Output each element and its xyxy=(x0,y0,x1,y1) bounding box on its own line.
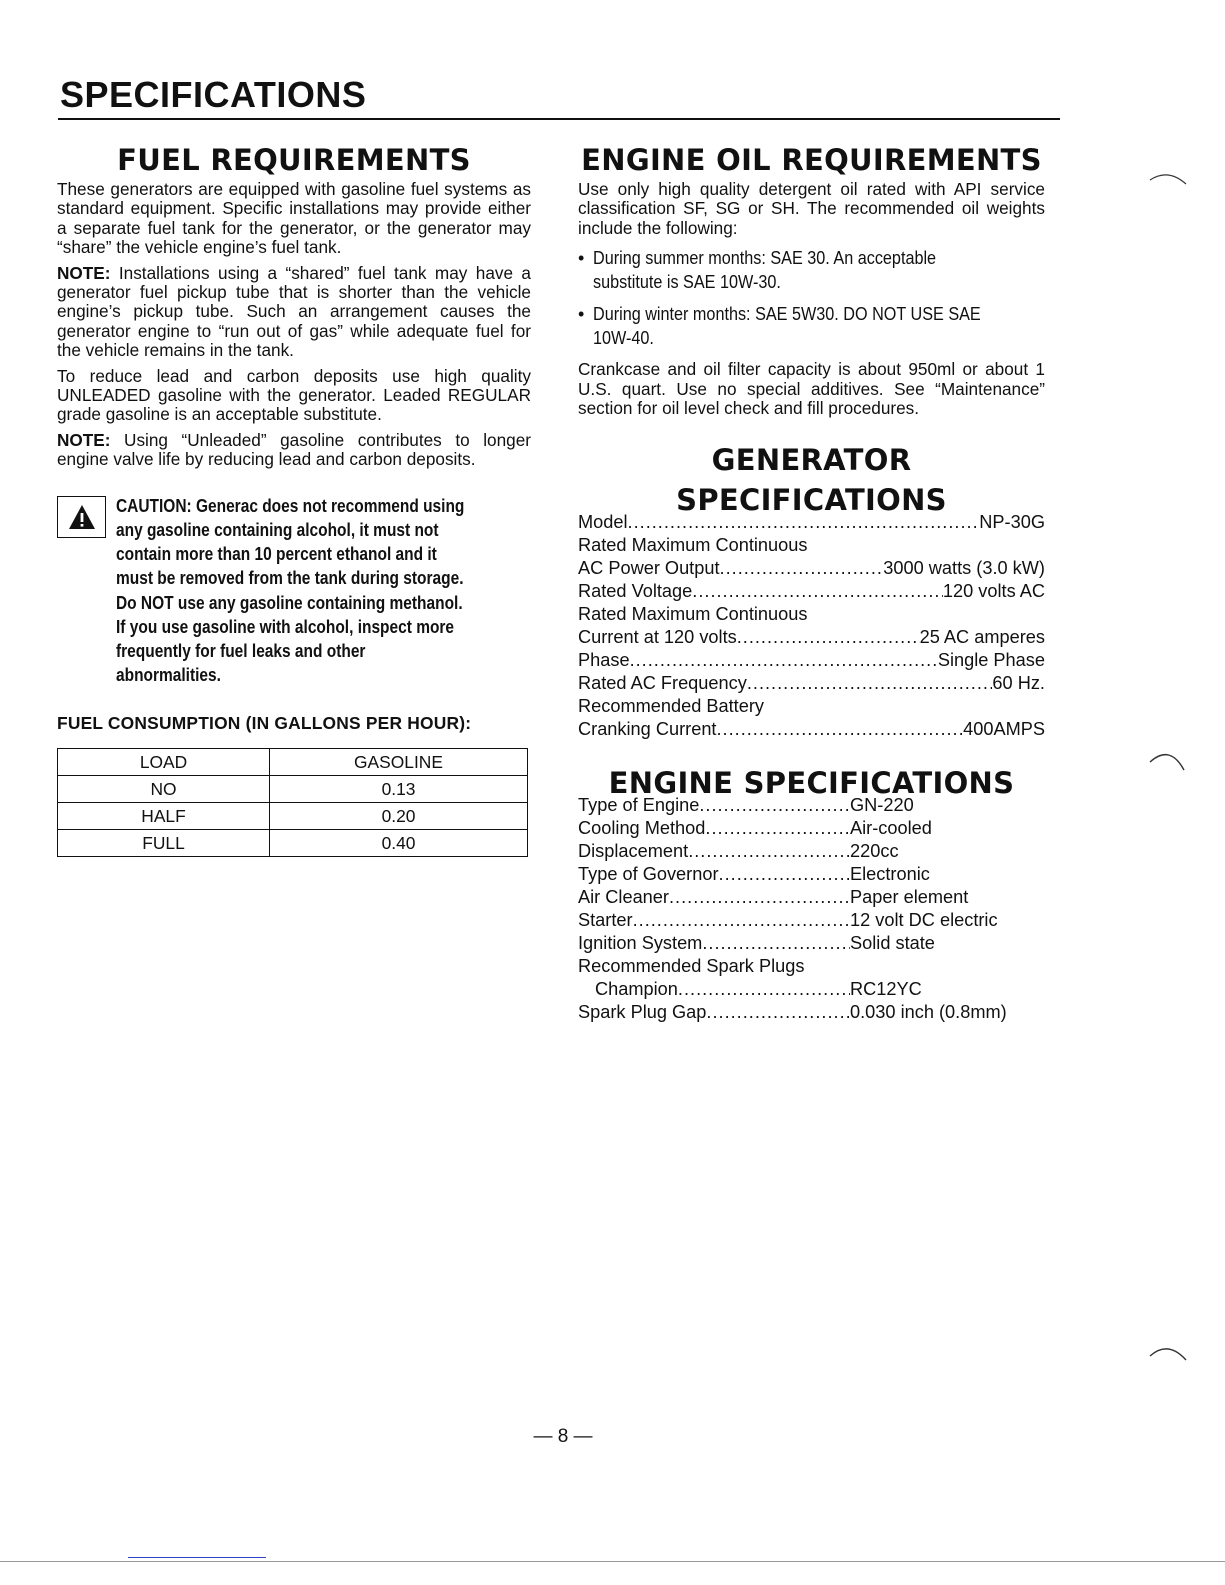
bullet-text: During winter months: SAE 5W30. DO NOT USE SAE 10W-40. xyxy=(593,304,981,349)
bullet-icon: • xyxy=(578,304,585,325)
gasoline-cell: 0.13 xyxy=(270,776,528,803)
spec-row: Model ..... NP-30G xyxy=(578,511,1045,534)
right-column xyxy=(578,140,1045,1024)
fuel-note-paragraph xyxy=(57,264,531,361)
caution-block xyxy=(57,494,531,688)
spec-row: Displacement ..... 220cc xyxy=(578,840,1045,863)
spec-row: Type of Governor ..... Electronic xyxy=(578,863,1045,886)
spec-row: Current at 120 volts ..... 25 AC amperes xyxy=(578,626,1045,649)
spec-row: Spark Plug Gap ..... 0.030 inch (0.8mm) xyxy=(578,1001,1045,1024)
bullet-icon: • xyxy=(578,248,585,269)
spec-row: Champion ..... RC12YC xyxy=(578,978,1045,1001)
caution-text: CAUTION: Generac does not recommend using any gasoline containing alcohol, it must not contain more than 10 percent ethanol and it must be removed from the tank during storage. Do NOT use any gasoline containing methanol. If you use gasoline with alcohol, inspect more frequently for fuel leaks and other abnormalities. xyxy=(116,495,465,686)
table-row xyxy=(58,803,528,830)
oil-intro-paragraph: Use only high quality detergent oil rated with API service classification SF, SG or SH. The recommended oil weights include the following: xyxy=(578,179,1045,238)
list-item xyxy=(578,246,1045,294)
spec-row: Ignition System ..... Solid state xyxy=(578,932,1045,955)
spec-row: Type of Engine ..... GN-220 xyxy=(578,794,1045,817)
gasoline-cell: 0.40 xyxy=(270,830,528,857)
fuel-consumption-title: FUEL CONSUMPTION (IN GALLONS PER HOUR): xyxy=(57,713,472,734)
spec-row: Cooling Method ..... Air-cooled xyxy=(578,817,1045,840)
table-row xyxy=(58,830,528,857)
fuel-consumption-table xyxy=(57,748,528,857)
spec-row: Starter ..... 12 volt DC electric xyxy=(578,909,1045,932)
warning-triangle-icon xyxy=(57,496,106,538)
spec-row: Recommended Battery xyxy=(578,696,765,717)
list-item xyxy=(578,302,1045,350)
engine-specifications-heading: ENGINE SPECIFICATIONS xyxy=(608,766,1015,801)
spec-row: AC Power Output ..... 3000 watts (3.0 kW) xyxy=(578,557,1045,580)
note-label: NOTE: xyxy=(57,262,111,283)
spec-row: Rated AC Frequency ..... 60 Hz. xyxy=(578,672,1045,695)
gasoline-cell: 0.20 xyxy=(270,803,528,830)
unleaded-note-paragraph xyxy=(57,431,531,470)
title-divider xyxy=(58,118,1060,120)
page-title: SPECIFICATIONS xyxy=(60,74,367,115)
engine-oil-heading: ENGINE OIL REQUIREMENTS xyxy=(581,143,1042,177)
footer-divider xyxy=(0,1561,1225,1562)
spec-row: Rated Maximum Continuous xyxy=(578,535,808,556)
spec-row: Rated Voltage ..... 120 volts AC xyxy=(578,580,1045,603)
engine-spec-list xyxy=(578,794,1045,1024)
binder-hole-mark xyxy=(1148,748,1188,788)
column-header: GASOLINE xyxy=(270,749,528,776)
note-label: NOTE: xyxy=(57,429,111,450)
spec-row: Air Cleaner ..... Paper element xyxy=(578,886,1045,909)
table-header-row xyxy=(58,749,528,776)
generator-specifications-heading: GENERATOR SPECIFICATIONS xyxy=(676,443,947,518)
load-cell: HALF xyxy=(58,803,270,830)
table-row xyxy=(58,776,528,803)
note-text: Using “Unleaded” gasoline contributes to longer engine valve life by reducing lead and carbon deposits. xyxy=(57,429,531,470)
binder-hole-mark xyxy=(1148,168,1188,188)
column-header: LOAD xyxy=(58,749,270,776)
binder-hole-mark xyxy=(1148,1340,1188,1370)
lead-paragraph: To reduce lead and carbon deposits use high quality UNLEADED gasoline with the generator. Leaded REGULAR grade gasoline is an acceptable substitute. xyxy=(57,365,531,425)
generator-spec-list xyxy=(578,511,1045,741)
left-column xyxy=(57,140,531,857)
spec-row: Rated Maximum Continuous xyxy=(578,604,808,625)
spec-row: Cranking Current ..... 400AMPS xyxy=(578,718,1045,741)
fuel-requirements-heading: FUEL REQUIREMENTS xyxy=(117,143,471,177)
spec-row: Phase ..... Single Phase xyxy=(578,649,1045,672)
load-cell: FULL xyxy=(58,830,270,857)
oil-capacity-paragraph: Crankcase and oil filter capacity is about 950ml or about 1 U.S. quart. Use no special additives. See “Maintenance” section for oil level check and fill procedures. xyxy=(578,359,1045,419)
footer-link-underline xyxy=(128,1557,266,1558)
note-text: Installations using a “shared” fuel tank may have a generator fuel pickup tube that is shorter than the vehicle engine’s pickup tube. Such an arrangement causes the generator engine to “run out of gas” while adequate fuel for the vehicle remains in the tank. xyxy=(57,262,531,361)
spec-row: Recommended Spark Plugs xyxy=(578,956,805,977)
page-number: — 8 — xyxy=(533,1426,593,1447)
fuel-intro-paragraph: These generators are equipped with gasoline fuel systems as standard equipment. Specific installations may provide either a separate fuel tank for the generator, or the generator may “share” the vehicle engine’s fuel tank. xyxy=(57,179,531,258)
bullet-text: During summer months: SAE 30. An acceptable substitute is SAE 10W-30. xyxy=(593,248,937,293)
load-cell: NO xyxy=(58,776,270,803)
